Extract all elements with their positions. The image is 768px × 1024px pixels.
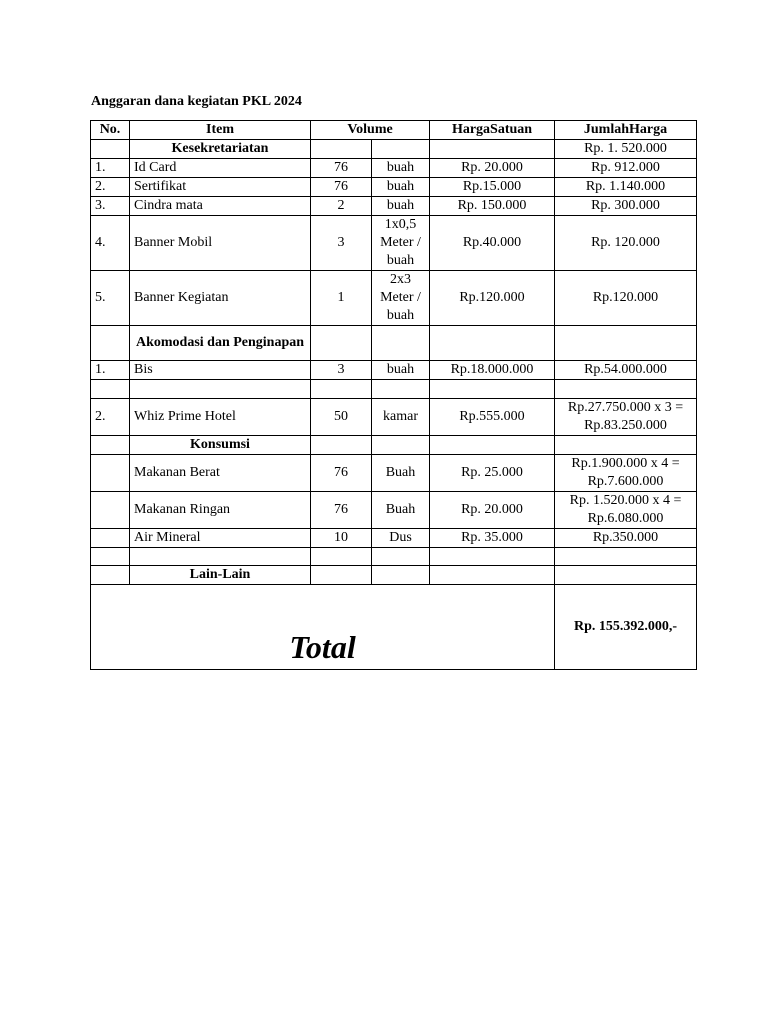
row-price: Rp.18.000.000 <box>430 361 555 380</box>
row-qty: 2 <box>311 197 372 216</box>
row-unit: kamar <box>372 399 430 436</box>
row-qty: 50 <box>311 399 372 436</box>
row-unit: buah <box>372 159 430 178</box>
row-item: Cindra mata <box>130 197 311 216</box>
row-price: Rp.40.000 <box>430 216 555 271</box>
header-row <box>91 121 697 140</box>
row-no <box>91 492 130 529</box>
header-harga-satuan: HargaSatuan <box>430 121 555 140</box>
row-item: Air Mineral <box>130 529 311 548</box>
row-amount: Rp. 1.140.000 <box>555 178 697 197</box>
total-value: Rp. 155.392.000,- <box>555 585 697 670</box>
table-row <box>91 361 697 380</box>
row-amount: Rp.27.750.000 x 3 = Rp.83.250.000 <box>555 399 697 436</box>
row-price: Rp. 20.000 <box>430 492 555 529</box>
section-row-konsumsi <box>91 436 697 455</box>
row-item: Whiz Prime Hotel <box>130 399 311 436</box>
table-row <box>91 271 697 326</box>
row-price: Rp.120.000 <box>430 271 555 326</box>
row-price: Rp. 25.000 <box>430 455 555 492</box>
section-label: Konsumsi <box>130 436 311 455</box>
section-row-kesekretariatan <box>91 140 697 159</box>
row-qty: 10 <box>311 529 372 548</box>
header-item: Item <box>130 121 311 140</box>
row-unit: buah <box>372 178 430 197</box>
row-price: Rp. 20.000 <box>430 159 555 178</box>
row-item: Makanan Ringan <box>130 492 311 529</box>
row-amount: Rp.120.000 <box>555 271 697 326</box>
section-label: Akomodasi dan Penginapan <box>130 326 311 361</box>
row-item: Sertifikat <box>130 178 311 197</box>
row-item: Banner Kegiatan <box>130 271 311 326</box>
row-no: 1. <box>91 361 130 380</box>
row-unit: 2x3 Meter / buah <box>372 271 430 326</box>
table-row <box>91 455 697 492</box>
row-item: Bis <box>130 361 311 380</box>
row-no: 3. <box>91 197 130 216</box>
row-no: 4. <box>91 216 130 271</box>
row-price: Rp. 150.000 <box>430 197 555 216</box>
row-no <box>91 455 130 492</box>
total-row <box>91 585 697 670</box>
section-row-akomodasi <box>91 326 697 361</box>
row-price: Rp.555.000 <box>430 399 555 436</box>
row-unit: buah <box>372 361 430 380</box>
table-row <box>91 492 697 529</box>
row-unit: 1x0,5 Meter / buah <box>372 216 430 271</box>
document-title: Anggaran dana kegiatan PKL 2024 <box>91 94 302 109</box>
row-item: Banner Mobil <box>130 216 311 271</box>
row-amount: Rp.1.900.000 x 4 = Rp.7.600.000 <box>555 455 697 492</box>
table-row <box>91 216 697 271</box>
row-qty: 1 <box>311 271 372 326</box>
row-unit: Buah <box>372 492 430 529</box>
row-no: 2. <box>91 399 130 436</box>
row-amount: Rp.350.000 <box>555 529 697 548</box>
row-amount: Rp. 300.000 <box>555 197 697 216</box>
row-amount: Rp. 912.000 <box>555 159 697 178</box>
row-no: 5. <box>91 271 130 326</box>
row-no: 2. <box>91 178 130 197</box>
table-row <box>91 529 697 548</box>
row-no <box>91 529 130 548</box>
table-row <box>91 399 697 436</box>
row-amount: Rp.54.000.000 <box>555 361 697 380</box>
row-item: Makanan Berat <box>130 455 311 492</box>
empty-row <box>91 548 697 566</box>
row-price: Rp.15.000 <box>430 178 555 197</box>
section-label: Lain-Lain <box>130 566 311 585</box>
empty-row <box>91 380 697 399</box>
section-row-lain-lain <box>91 566 697 585</box>
row-qty: 3 <box>311 216 372 271</box>
row-amount: Rp. 120.000 <box>555 216 697 271</box>
total-label: Total <box>91 585 555 670</box>
row-unit: Dus <box>372 529 430 548</box>
table-row <box>91 197 697 216</box>
section-total: Rp. 1. 520.000 <box>555 140 697 159</box>
row-qty: 76 <box>311 178 372 197</box>
row-amount: Rp. 1.520.000 x 4 = Rp.6.080.000 <box>555 492 697 529</box>
table-row <box>91 178 697 197</box>
row-unit: buah <box>372 197 430 216</box>
row-price: Rp. 35.000 <box>430 529 555 548</box>
row-no: 1. <box>91 159 130 178</box>
row-qty: 76 <box>311 159 372 178</box>
row-item: Id Card <box>130 159 311 178</box>
row-qty: 76 <box>311 492 372 529</box>
row-unit: Buah <box>372 455 430 492</box>
header-jumlah-harga: JumlahHarga <box>555 121 697 140</box>
budget-table <box>90 120 697 670</box>
header-volume: Volume <box>311 121 430 140</box>
table-row <box>91 159 697 178</box>
row-qty: 3 <box>311 361 372 380</box>
section-label: Kesekretariatan <box>130 140 311 159</box>
header-no: No. <box>91 121 130 140</box>
row-qty: 76 <box>311 455 372 492</box>
